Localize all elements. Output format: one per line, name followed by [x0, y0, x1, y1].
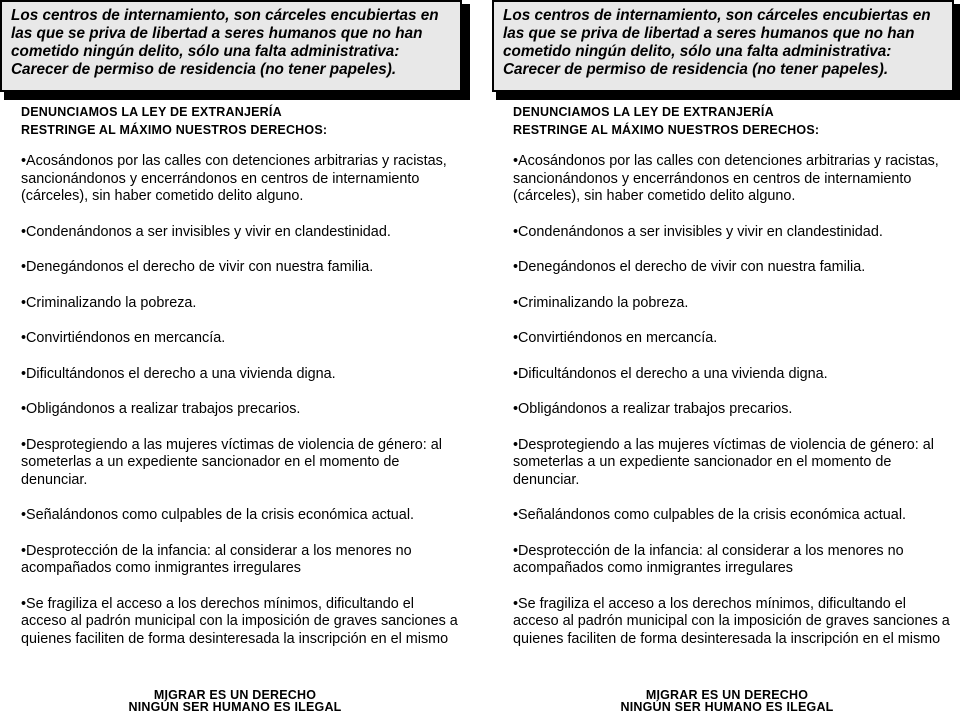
denuncia-list [513, 153, 953, 666]
list-item: •Señalándonos como culpables de la crisis económica actual. [21, 507, 415, 523]
list-item: •Convirtiéndonos en mercancía. [21, 330, 226, 346]
footer-line-1: MIGRAR ES UN DERECHO [645, 688, 809, 702]
list-item: •Condenándonos a ser invisibles y vivir en clandestinidad. [513, 223, 883, 240]
list-item: •Obligándonos a realizar trabajos precarios. [21, 401, 301, 417]
list-item: •Desprotegiendo a las mujeres víctimas de violencia de género: al someterlas a un expediente sancionador en el momento de denunciar. [513, 436, 934, 488]
callout-box [492, 0, 960, 100]
denuncia-list [21, 153, 461, 666]
heading-line-1: DENUNCIAMOS LA LEY DE EXTRANJERÍA [21, 105, 282, 119]
callout-box [0, 0, 470, 100]
heading-line-2: RESTRINGE AL MÁXIMO NUESTROS DERECHOS: [21, 123, 328, 137]
list-item: •Denegándonos el derecho de vivir con nuestra familia. [513, 259, 866, 275]
list-item: •Señalándonos como culpables de la crisis económica actual. [513, 507, 907, 523]
footer-line-2: NINGÚN SER HUMANO ES ILEGAL [620, 700, 834, 714]
list-item: •Dificultándonos el derecho a una vivienda digna. [513, 365, 828, 382]
list-item: •Criminalizando la pobreza. [21, 294, 197, 311]
list-item: •Desprotegiendo a las mujeres víctimas de violencia de género: al someterlas a un expediente sancionador en el momento de denunciar. [21, 436, 442, 488]
footer-line-1: MIGRAR ES UN DERECHO [153, 688, 317, 702]
heading [21, 103, 461, 139]
flyer-right [492, 0, 960, 720]
list-item: •Se fragiliza el acceso a los derechos mínimos, dificultando el acceso al padrón municipal con la imposición de graves sanciones a quienes faciliten de forma desinteresada la inscripción en el mismo [21, 595, 458, 647]
footer-line-2: NINGÚN SER HUMANO ES ILEGAL [128, 700, 342, 714]
list-item: •Dificultándonos el derecho a una vivienda digna. [21, 365, 336, 382]
list-item: •Se fragiliza el acceso a los derechos mínimos, dificultando el acceso al padrón municipal con la imposición de graves sanciones a quienes faciliten de forma desinteresada la inscripción en el mismo [513, 595, 950, 647]
list-item: •Convirtiéndonos en mercancía. [513, 330, 718, 346]
heading-line-1: DENUNCIAMOS LA LEY DE EXTRANJERÍA [513, 105, 774, 119]
list-item: •Condenándonos a ser invisibles y vivir en clandestinidad. [21, 223, 391, 240]
list-item: •Obligándonos a realizar trabajos precarios. [513, 401, 793, 417]
list-item: •Denegándonos el derecho de vivir con nuestra familia. [21, 259, 374, 275]
heading-line-2: RESTRINGE AL MÁXIMO NUESTROS DERECHOS: [513, 123, 820, 137]
list-item: •Desprotección de la infancia: al considerar a los menores no acompañados como inmigrantes irregulares [21, 542, 412, 576]
list-item: •Criminalizando la pobreza. [513, 294, 689, 311]
list-item: •Acosándonos por las calles con detenciones arbitrarias y racistas, sancionándonos y encerrándonos en centros de internamiento (cárceles), sin haber cometido delito alguno. [21, 153, 447, 204]
list-item: •Desprotección de la infancia: al considerar a los menores no acompañados como inmigrantes irregulares [513, 542, 904, 576]
flyer-left [0, 0, 470, 720]
list-item: •Acosándonos por las calles con detenciones arbitrarias y racistas, sancionándonos y encerrándonos en centros de internamiento (cárceles), sin haber cometido delito alguno. [513, 153, 939, 204]
heading [513, 103, 953, 139]
callout-text: Los centros de internamiento, son cárceles encubiertas en las que se priva de libertad a seres humanos que no han cometido ningún delito, sólo una falta administrativa: Carecer de permiso de residencia (no tener papeles). [0, 0, 462, 92]
callout-text: Los centros de internamiento, son cárceles encubiertas en las que se priva de libertad a seres humanos que no han cometido ningún delito, sólo una falta administrativa: Carecer de permiso de residencia (no tener papeles). [492, 0, 954, 92]
